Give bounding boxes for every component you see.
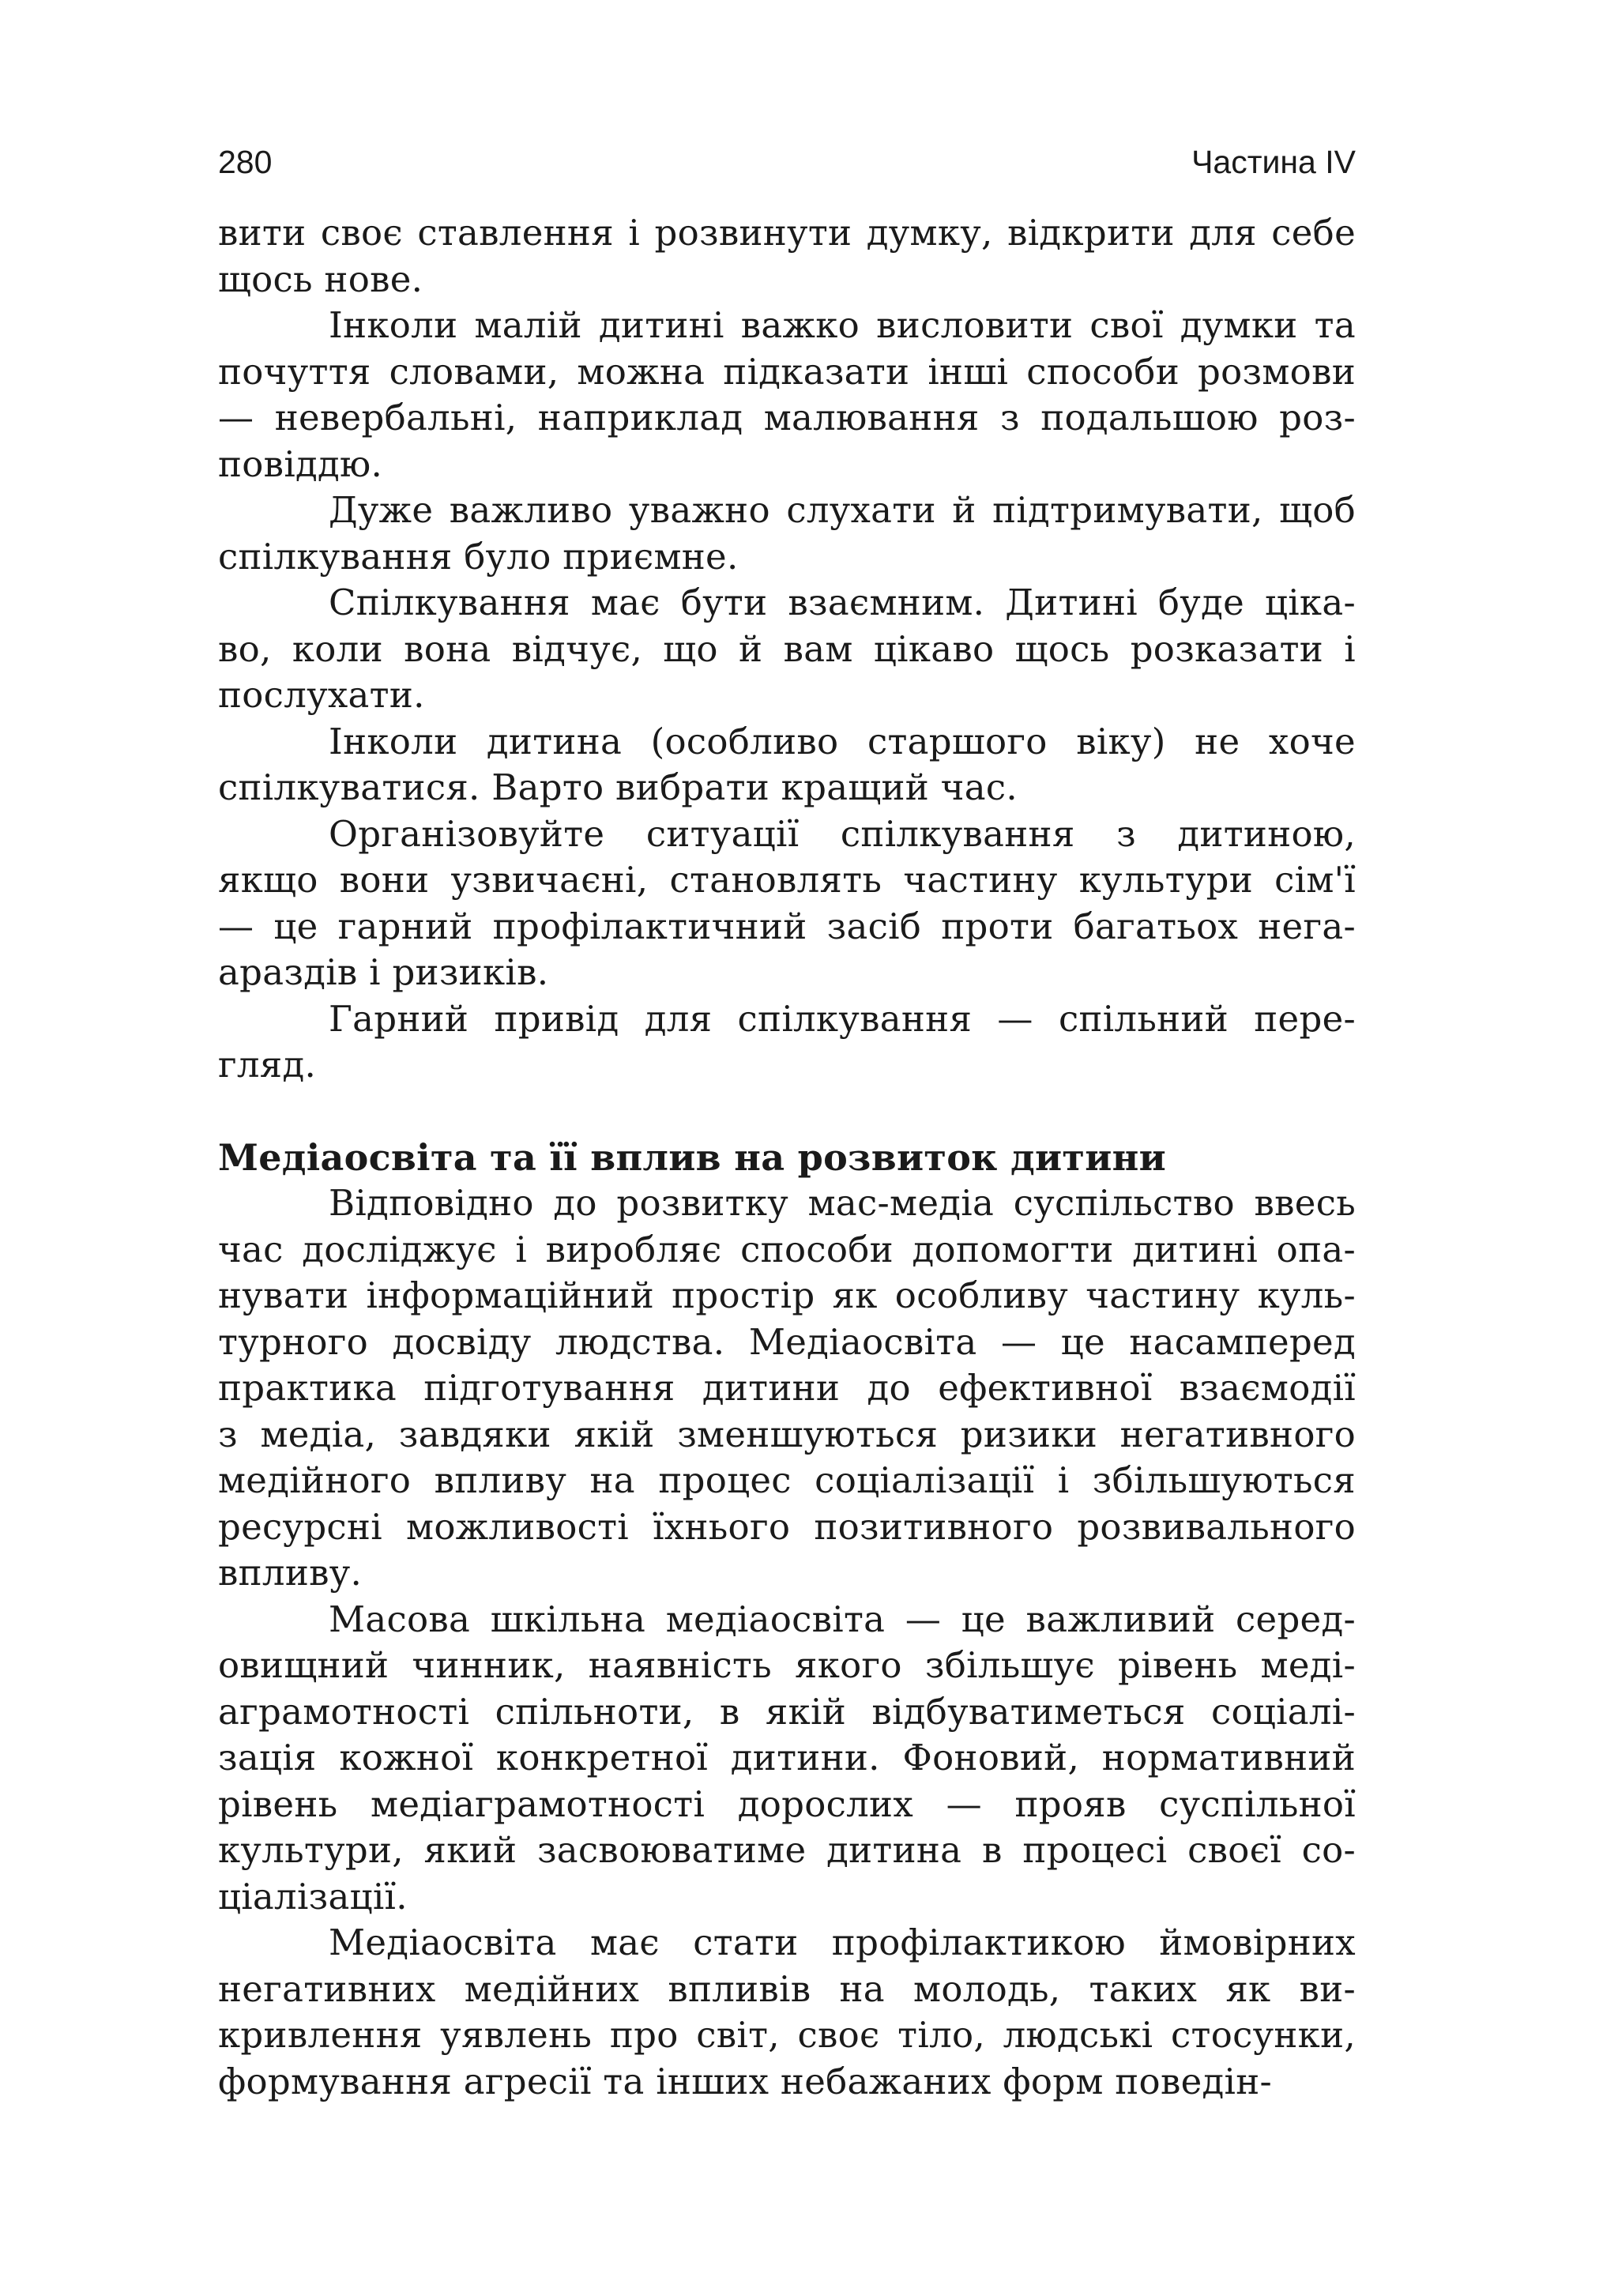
text-line: послухати. <box>218 674 425 716</box>
text-line: практика підготування дитини до ефективної взаємодії <box>218 1367 1356 1409</box>
section-title: Частина IV <box>1191 144 1356 180</box>
paragraph <box>218 1597 1356 1921</box>
text-line: вити своє ставлення і розвинути думку, відкрити для себе <box>218 212 1356 254</box>
paragraph <box>218 303 1356 487</box>
page-number: 280 <box>218 144 273 180</box>
text-line: турного досвіду людства. Медіаосвіта — це насамперед <box>218 1320 1356 1363</box>
text-line: медійного впливу на процес соціалізації і збільшуються <box>218 1459 1356 1501</box>
text-line: — невербальні, наприклад малювання з подальшою роз- <box>218 397 1356 438</box>
section-heading: Медіаосвіта та її вплив на розвиток дитини <box>218 1135 1166 1179</box>
text-line: ціалізації. <box>218 1875 408 1918</box>
text-line: рівень медіаграмотності дорослих — прояв суспільної <box>218 1782 1356 1825</box>
paragraph <box>218 1180 1356 1597</box>
text-line: Медіаосвіта має стати профілактикою ймовірних <box>329 1921 1356 1963</box>
text-line: час досліджує і виробляє способи допомогти дитині опа- <box>218 1228 1356 1270</box>
text-line: спілкування було приємне. <box>218 535 739 578</box>
text-line: ресурсні можливості їхнього позитивного розвивального <box>218 1505 1356 1548</box>
text-line: з медіа, завдяки якій зменшуються ризики негативного <box>218 1413 1356 1455</box>
paragraph <box>218 1920 1356 2105</box>
book-page <box>218 142 1356 2105</box>
text-line: Дуже важливо уважно слухати й підтримувати, щоб <box>329 489 1356 531</box>
paragraph <box>218 210 1356 303</box>
paragraph <box>218 996 1356 1089</box>
text-line: зація кожної конкретної дитини. Фоновий, нормативний <box>218 1737 1356 1778</box>
text-line: овищний чинник, наявність якого збільшує рівень меді- <box>218 1644 1356 1686</box>
text-line: негативних медійних впливів на молодь, таких як ви- <box>218 1967 1356 2010</box>
text-line: араздів і ризиків. <box>218 951 549 993</box>
paragraph <box>218 719 1356 811</box>
text-line: повіддю. <box>218 442 383 485</box>
text-line: спілкуватися. Варто вибрати кращий час. <box>218 766 1018 808</box>
text-line: Інколи малій дитині важко висловити свої думки та <box>329 304 1356 346</box>
text-line: Масова шкільна медіаосвіта — це важливий серед- <box>329 1598 1356 1640</box>
text-line: во, коли вона відчує, що й вам цікаво щось розказати і <box>218 627 1356 670</box>
text-line: якщо вони узвичаєні, становлять частину культури сім'ї <box>218 859 1356 901</box>
text-line: аграмотності спільноти, в якій відбуватиметься соціалі- <box>218 1690 1356 1733</box>
text-line: — це гарний профілактичний засіб проти багатьох нега- <box>218 905 1356 947</box>
text-line: почуття словами, можна підказати інші способи розмови <box>218 350 1356 393</box>
paragraph <box>218 811 1356 996</box>
text-line: Відповідно до розвитку мас-медіа суспільство ввесь <box>329 1182 1356 1224</box>
paragraph <box>218 487 1356 580</box>
text-line: Організовуйте ситуації спілкування з дитиною, <box>329 812 1356 855</box>
paragraphs-top <box>218 210 1356 1089</box>
paragraph <box>218 580 1356 719</box>
text-line: Гарний привід для спілкування — спільний пере- <box>329 997 1356 1040</box>
text-line: нувати інформаційний простір як особливу частину куль- <box>218 1274 1356 1316</box>
text-line: гляд. <box>218 1044 317 1086</box>
paragraphs-bottom <box>218 1180 1356 2105</box>
text-line: Спілкування має бути взаємним. Дитині буде ціка- <box>329 582 1356 623</box>
text-line: щось нове. <box>218 258 423 300</box>
text-line: кривлення уявлень про світ, своє тіло, людські стосунки, <box>218 2014 1356 2056</box>
text-line: Інколи дитина (особливо старшого віку) не хоче <box>329 720 1356 762</box>
text-line: впливу. <box>218 1552 363 1594</box>
text-line: культури, який засвоюватиме дитина в процесі своєї со- <box>218 1829 1356 1871</box>
page-body <box>218 210 1356 2105</box>
text-line: формування агресії та інших небажаних форм поведін- <box>218 2060 1273 2102</box>
running-header <box>218 142 1356 210</box>
